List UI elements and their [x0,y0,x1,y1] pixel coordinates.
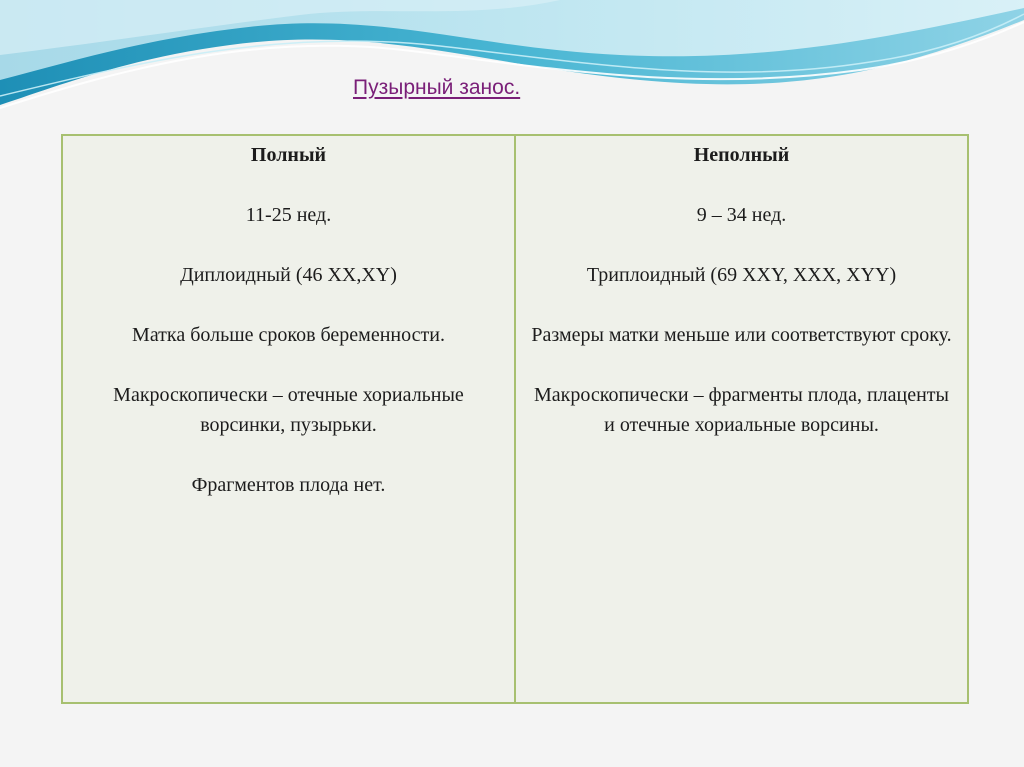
slide-title: Пузырный занос. [353,76,521,99]
decorative-wave-banner [0,0,1024,120]
gestation-period: 11-25 нед. [245,204,332,226]
gestation-period: 9 – 34 нед. [696,204,787,226]
comparison-table [61,134,969,704]
karyotype: Диплоидный (46 XX,XY) [180,264,397,286]
uterus-size: Матка больше сроков беременности. [132,324,445,346]
karyotype: Триплоидный (69 XXY, XXX, XYY) [586,264,897,286]
macroscopic-findings: Макроскопически – отечные хориальные ворсинки, пузырьки. [113,384,464,436]
fetal-fragments: Фрагментов плода нет. [191,474,386,496]
macroscopic-findings: Макроскопически – фрагменты плода, плаценты и отечные хориальные ворсины. [534,384,949,436]
column-partial [514,136,967,702]
column-header-partial: Неполный [693,144,790,166]
column-header-complete: Полный [250,144,327,166]
column-complete [63,136,514,702]
uterus-size: Размеры матки меньше или соответствуют сроку. [531,324,952,346]
